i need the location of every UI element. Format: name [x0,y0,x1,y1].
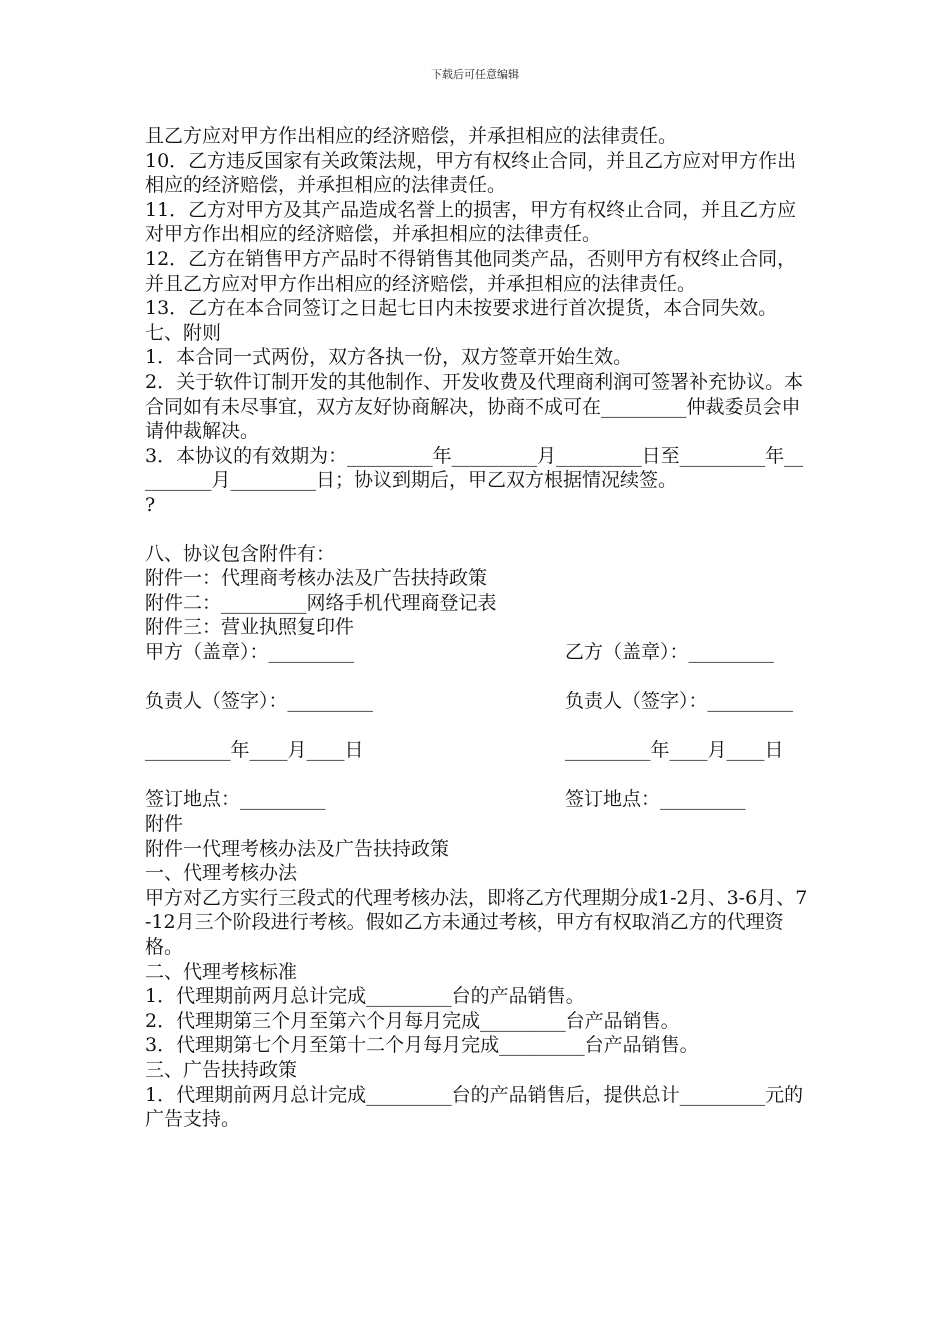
paragraph: 且乙方应对甲方作出相应的经济赔偿，并承担相应的法律责任。 [145,125,678,147]
paragraph: 10．乙方违反国家有关政策法规，甲方有权终止合同，并且乙方应对甲方作出相应的经济赔偿，并承担相应的法律责任。 [145,149,797,197]
paragraph: 附件一：代理商考核办法及广告扶持政策 [145,567,488,590]
section-heading: 附件 [145,813,184,836]
paragraph: 1．代理期前两月总计完成_________台的产品销售后，提供总计_________元的广告支持。 [145,1083,804,1131]
paragraph: 2．关于软件订制开发的其他制作、开发收费及代理商利润可签署补充协议。本合同如有未尽事宜，双方友好协商解决，协商不成可在_________仲裁委员会申请仲裁解决。 [145,370,804,443]
party-a-signature [145,640,565,812]
document-body [145,124,810,1132]
party-b-person: 负责人（签字）：_________ [565,690,794,713]
party-b-seal: 乙方（盖章）：_________ [565,640,775,663]
paragraph: 3．代理期第七个月至第十二个月每月完成_________台产品销售。 [145,1034,699,1057]
paragraph: 11．乙方对甲方及其产品造成名誉上的损害，甲方有权终止合同，并且乙方应对甲方作出相应的经济赔偿，并承担相应的法律责任。 [145,198,797,246]
paragraph: 2．代理期第三个月至第六个月每月完成_________台产品销售。 [145,1009,680,1032]
party-a-place: 签订地点：_________ [145,788,326,811]
section-heading: 二、代理考核标准 [145,960,298,983]
paragraph: 3．本协议的有效期为：_________年_________月_________日至_________年_________月_________日；协议到期后，甲乙双方根据情况续签。 [145,444,804,492]
section-heading: 三、广告扶持政策 [145,1058,298,1081]
paragraph: 附件二：_________网络手机代理商登记表 [145,591,497,614]
paragraph: 附件三：营业执照复印件 [145,616,355,639]
section-heading: 七、附则 [145,321,222,344]
party-b-signature [565,640,810,812]
page-header: 下载后可任意编辑 [431,68,519,81]
party-a-date: _________年____月____日 [145,739,364,762]
blank-line [145,518,810,542]
party-b-date: _________年____月____日 [565,739,784,762]
paragraph: 13．乙方在本合同签订之日起七日内未按要求进行首次提货，本合同失效。 [145,297,778,320]
paragraph: ? [145,493,156,516]
party-a-seal: 甲方（盖章）：_________ [145,640,355,663]
signature-block [145,640,810,812]
paragraph: 1．本合同一式两份，双方各执一份，双方签章开始生效。 [145,346,633,369]
party-b-place: 签订地点：_________ [565,788,746,811]
section-heading: 附件一代理考核办法及广告扶持政策 [145,837,450,860]
paragraph: 1．代理期前两月总计完成_________台的产品销售。 [145,985,585,1008]
paragraph: 甲方对乙方实行三段式的代理考核办法，即将乙方代理期分成1-2月、3-6月、7-12月三个阶段进行考核。假如乙方未通过考核，甲方有权取消乙方的代理资格。 [145,886,808,958]
section-heading: 一、代理考核办法 [145,862,298,885]
party-a-person: 负责人（签字）：_________ [145,690,374,713]
paragraph: 12．乙方在销售甲方产品时不得销售其他同类产品，否则甲方有权终止合同，并且乙方应对甲方作出相应的经济赔偿，并承担相应的法律责任。 [145,247,797,295]
section-heading: 八、协议包含附件有： [145,542,336,565]
